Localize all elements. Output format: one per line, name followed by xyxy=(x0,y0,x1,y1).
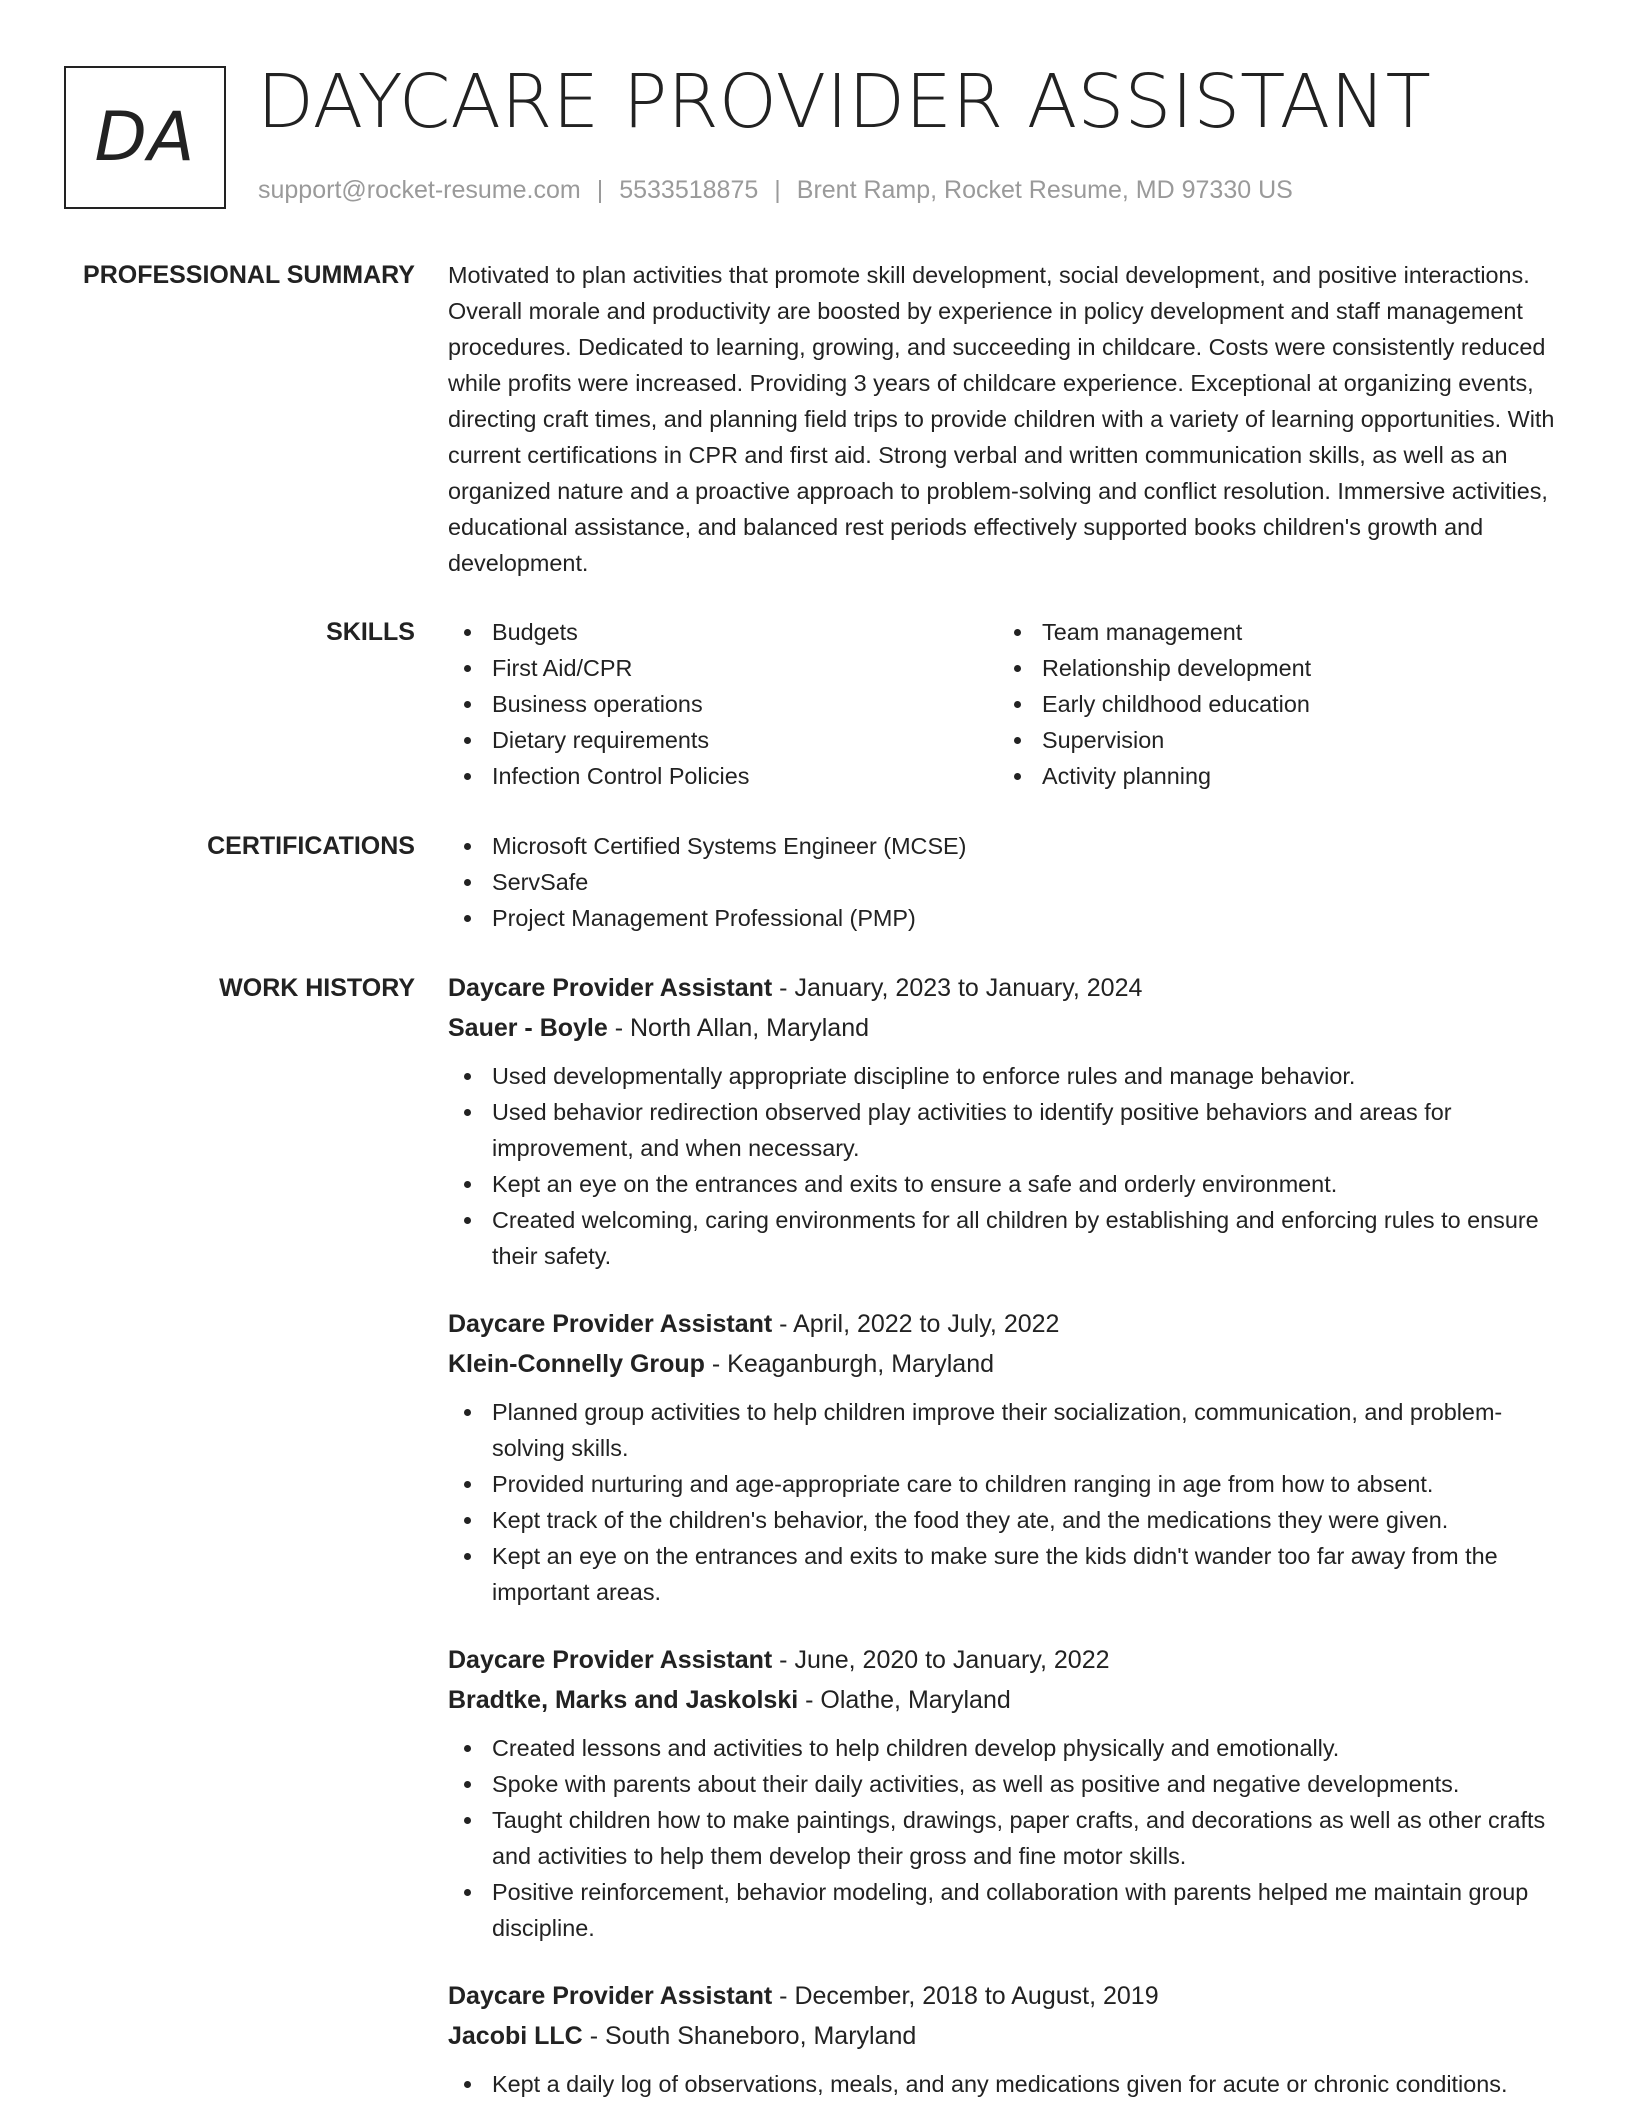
job-location: - Keaganburgh, Maryland xyxy=(704,1350,995,1378)
list-item: Project Management Professional (PMP) xyxy=(448,900,1573,936)
job-company: Jacobi LLC xyxy=(448,2022,583,2050)
certifications-heading: CERTIFICATIONS xyxy=(207,832,415,860)
skills-heading: SKILLS xyxy=(326,618,415,646)
skills-grid xyxy=(448,614,1573,794)
list-item: Planned group activities to help children improve their socialization, communication, and problem-solving skills. xyxy=(448,1394,1573,1466)
job-dates: - April, 2022 to July, 2022 xyxy=(772,1310,1060,1338)
skills-list-right xyxy=(998,614,1548,794)
skills-list-left xyxy=(448,614,998,794)
job-title-line xyxy=(448,1640,1573,1680)
monogram-initials: DA xyxy=(94,98,196,177)
job-duties-list xyxy=(448,2066,1573,2102)
job-company-line xyxy=(448,2016,1573,2056)
job-title: Daycare Provider Assistant xyxy=(448,974,773,1002)
job-duties-list xyxy=(448,1058,1573,1274)
job-company: Bradtke, Marks and Jaskolski xyxy=(448,1686,799,1714)
job-title: Daycare Provider Assistant xyxy=(448,1310,773,1338)
job-duties-list xyxy=(448,1394,1573,1610)
list-item: ServSafe xyxy=(448,864,1573,900)
job-dates: - June, 2020 to January, 2022 xyxy=(772,1646,1110,1674)
summary-text: Motivated to plan activities that promote skill development, social development, and positive interactions. Overall morale and productivity are boosted by experience in policy development and staff management procedures. Dedicated to learning, growing, and succeeding in childcare. Costs were consistently reduced while profits were increased. Providing 3 years of childcare experience. Exceptional at organizing events, directing craft times, and planning field trips to provide children with a variety of learning opportunities. With current certifications in CPR and first aid. Strong verbal and written communication skills, as well as an organized nature and a proactive approach to problem-solving and conflict resolution. Immersive activities, educational assistance, and balanced rest periods effectively supported books children's growth and development. xyxy=(448,262,1555,576)
list-item: Used behavior redirection observed play activities to identify positive behaviors and areas for improvement, and when necessary. xyxy=(448,1094,1573,1166)
job-entry xyxy=(448,1976,1573,2102)
list-item: First Aid/CPR xyxy=(448,650,998,686)
list-item: Taught children how to make paintings, drawings, paper crafts, and decorations as well as other crafts and activities to help them develop their gross and fine motor skills. xyxy=(448,1802,1573,1874)
list-item: Budgets xyxy=(448,614,998,650)
list-item: Created welcoming, caring environments for all children by establishing and enforcing rules to ensure their safety. xyxy=(448,1202,1573,1274)
list-item: Early childhood education xyxy=(998,686,1548,722)
job-entry xyxy=(448,968,1573,1274)
job-title: Daycare Provider Assistant xyxy=(448,1982,773,2010)
job-entry xyxy=(448,1304,1573,1610)
list-item: Activity planning xyxy=(998,758,1548,794)
contact-email: support@rocket-resume.com xyxy=(258,176,581,204)
job-company: Sauer - Boyle xyxy=(448,1014,608,1042)
list-item: Positive reinforcement, behavior modeling, and collaboration with parents helped me maintain group discipline. xyxy=(448,1874,1573,1946)
work-history-list xyxy=(448,968,1573,2112)
certifications-list xyxy=(448,828,1573,936)
work-history-heading: WORK HISTORY xyxy=(219,974,415,1002)
list-item: Supervision xyxy=(998,722,1548,758)
job-company-line xyxy=(448,1344,1573,1384)
list-item: Kept a daily log of observations, meals, and any medications given for acute or chronic conditions. xyxy=(448,2066,1573,2102)
contact-separator: | xyxy=(774,176,781,204)
summary-heading: PROFESSIONAL SUMMARY xyxy=(83,261,415,289)
job-duties-list xyxy=(448,1730,1573,1946)
list-item: Provided nurturing and age-appropriate care to children ranging in age from how to absent. xyxy=(448,1466,1573,1502)
list-item: Team management xyxy=(998,614,1548,650)
job-title: Daycare Provider Assistant xyxy=(448,1646,773,1674)
list-item: Created lessons and activities to help children develop physically and emotionally. xyxy=(448,1730,1573,1766)
list-item: Relationship development xyxy=(998,650,1548,686)
job-company-line xyxy=(448,1008,1573,1048)
list-item: Kept an eye on the entrances and exits to make sure the kids didn't wander too far away from the important areas. xyxy=(448,1538,1573,1610)
job-title-line xyxy=(448,1304,1573,1344)
list-item: Dietary requirements xyxy=(448,722,998,758)
contact-address: Brent Ramp, Rocket Resume, MD 97330 US xyxy=(796,176,1293,204)
contact-separator: | xyxy=(596,176,604,204)
contact-phone: 5533518875 xyxy=(619,176,759,204)
job-title-line xyxy=(448,1976,1573,2016)
job-dates: - January, 2023 to January, 2024 xyxy=(772,974,1143,1002)
job-location: - Olathe, Maryland xyxy=(798,1686,1011,1714)
job-location: - South Shaneboro, Maryland xyxy=(582,2022,917,2050)
list-item: Business operations xyxy=(448,686,998,722)
job-company: Klein-Connelly Group xyxy=(448,1350,705,1378)
list-item: Infection Control Policies xyxy=(448,758,998,794)
job-location: - North Allan, Maryland xyxy=(607,1014,869,1042)
list-item: Microsoft Certified Systems Engineer (MCSE) xyxy=(448,828,1573,864)
list-item: Spoke with parents about their daily activities, as well as positive and negative developments. xyxy=(448,1766,1573,1802)
job-entry xyxy=(448,1640,1573,1946)
job-title-line xyxy=(448,968,1573,1008)
job-company-line xyxy=(448,1680,1573,1720)
contact-line xyxy=(258,174,1293,206)
monogram-box xyxy=(64,66,226,209)
job-dates: - December, 2018 to August, 2019 xyxy=(772,1982,1159,2010)
resume-title: DAYCARE PROVIDER ASSISTANT xyxy=(257,59,1431,145)
list-item: Kept track of the children's behavior, the food they ate, and the medications they were given. xyxy=(448,1502,1573,1538)
list-item: Used developmentally appropriate discipline to enforce rules and manage behavior. xyxy=(448,1058,1573,1094)
list-item: Kept an eye on the entrances and exits to ensure a safe and orderly environment. xyxy=(448,1166,1573,1202)
